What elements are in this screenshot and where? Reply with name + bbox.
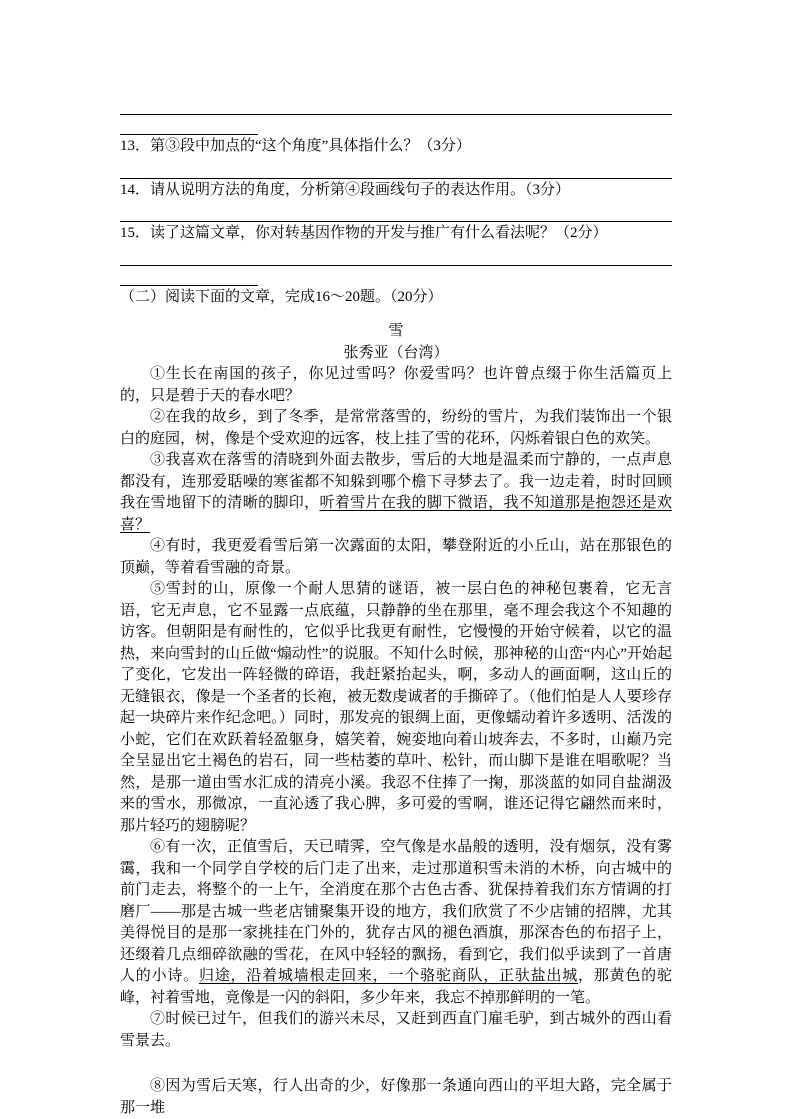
- essay-paragraph-7: ⑦时候已过午，但我们的游兴未尽，又赶到西直门雇毛驴，到古城外的西山看雪景去。: [120, 1011, 672, 1049]
- answer-blank-line: [120, 95, 672, 115]
- answer-blank-line-short: [120, 115, 258, 135]
- section-header: （二）阅读下面的文章，完成16～20题。（20分）: [120, 288, 443, 305]
- essay-paragraph-6-underlined-text: 归途，沿着城墙根走回来，一个骆驼商队，正驮盐出城: [198, 968, 578, 984]
- answer-blank-line: [120, 202, 672, 222]
- essay-author: 张秀亚（台湾）: [343, 344, 449, 361]
- essay-paragraph-6-text: ⑥有一次，正值雪后，天已晴霁，空气像是水晶般的透明，没有烟氛，没有雾霭，我和一个同学自学校的后门走了出来，走过那道积雪未消的木桥，向古城中的前门走去，将整个的一上午，全消度在那个古色古香、犹保持着我们东方情调的打磨厂——那是古城一些老店铺聚集开设的地方，我们欣赏了不少店铺的招牌，尤其美得悦目的是那一家挑挂在门外的，犹存古风的褪色酒旗，那深杏色的布招子上，还缀着几点细碎欲融的雪花，在风中轻轻的飘扬，看到它，我们似乎读到了一首唐人的小诗。: [120, 839, 672, 984]
- essay-paragraph-3: [120, 450, 672, 536]
- essay-paragraph-3-text: ③我喜欢在落雪的清晓到外面去散步，雪后的大地是温柔而宁静的，一点声息都没有，连那爱聒噪的寒雀都不知躲到哪个檐下寻梦去了。我一边走着，时时回顾我在雪地留下的清晰的脚印，: [120, 452, 672, 511]
- essay-title: 雪: [388, 323, 404, 339]
- answer-blank-line: [120, 159, 672, 179]
- answer-blank-line: [120, 246, 672, 266]
- essay-paragraph-4: ④有时，我更爱看雪后第一次露面的太阳，攀登附近的小丘山，站在那银色的顶巅，等着看雪融的奇景。: [120, 538, 672, 576]
- answer-blank-line-short: [120, 266, 258, 286]
- essay-paragraph-5: ⑤雪封的山，原像一个耐人思猜的谜语，被一层白色的神秘包裹着，它无言语，它无声息，它不显露一点底蕴，只静静的坐在那里，毫不理会我这个不知趣的访客。但朝阳是有耐性的，它似乎比我更有耐性，它慢慢的开始守候着，以它的温热，来向雪封的山丘做“煽动性”的说服。不知什么时候，那神秘的山峦“内心”开始起了变化，它发出一阵轻微的碎语，我赶紧抬起头，啊，多动人的画面啊，这山丘的无缝银衣，像是一个圣者的长袍，被无数虔诚者的手撕碎了。（他们怕是人人要珍存起一块碎片来作纪念吧。）同时，那发亮的银绸上面，更像蠕动着许多透明、活泼的小蛇，它们在欢跃着轻盈躯身，嬉笑着，婉娈地向着山坡奔去，不多时，山巅乃完全呈显出它土褐色的岩石，同一些枯萎的草叶、松针，而山脚下是谁在唱歌呢？当然，是那一道由雪水汇成的清亮小溪。我忍不住捧了一掬，那淡蓝的如同自盐湖汲来的雪水，那微凉，一直沁透了我心脾，多可爱的雪啊，谁还记得它翩然而来时，那片轻巧的翅膀呢？: [120, 581, 672, 834]
- essay-paragraph-6: [120, 837, 672, 1009]
- question-13: 13．第③段中加点的“这个角度”具体指什么？（3分）: [120, 138, 471, 154]
- question-14: 14．请从说明方法的角度，分析第④段画线句子的表达作用。（3分）: [120, 181, 571, 198]
- essay-paragraph-2: ②在我的故乡，到了冬季，是常常落雪的，纷纷的雪片，为我们装饰出一个银白的庭园，树，像是个受欢迎的远客，枝上挂了雪的花环，闪烁着银白色的欢笑。: [120, 409, 672, 447]
- essay-paragraph-3-underlined-text: 听着雪片在我的脚下微语，我不知道那是抱怨还是欢喜？: [120, 495, 672, 533]
- essay-paragraph-6-text-after: ，那黄色的驼峰，衬着雪地，竟像是一闪的斜阳，多少年来，我忘不掉那鲜明的一笔。: [120, 968, 672, 1006]
- essay-paragraph-8: ⑧因为雪后天寒，行人出奇的少，好像那一条通向西山的平坦大路，完全属于那一堆: [120, 1078, 672, 1116]
- essay-paragraph-1: ①生长在南国的孩子，你见过雪吗？你爱雪吗？也许曾点缀于你生活篇页上的，只是碧于天的春水吧？: [120, 366, 672, 404]
- question-15: 15．读了这篇文章，你对转基因作物的开发与推广有什么看法呢？（2分）: [120, 225, 608, 241]
